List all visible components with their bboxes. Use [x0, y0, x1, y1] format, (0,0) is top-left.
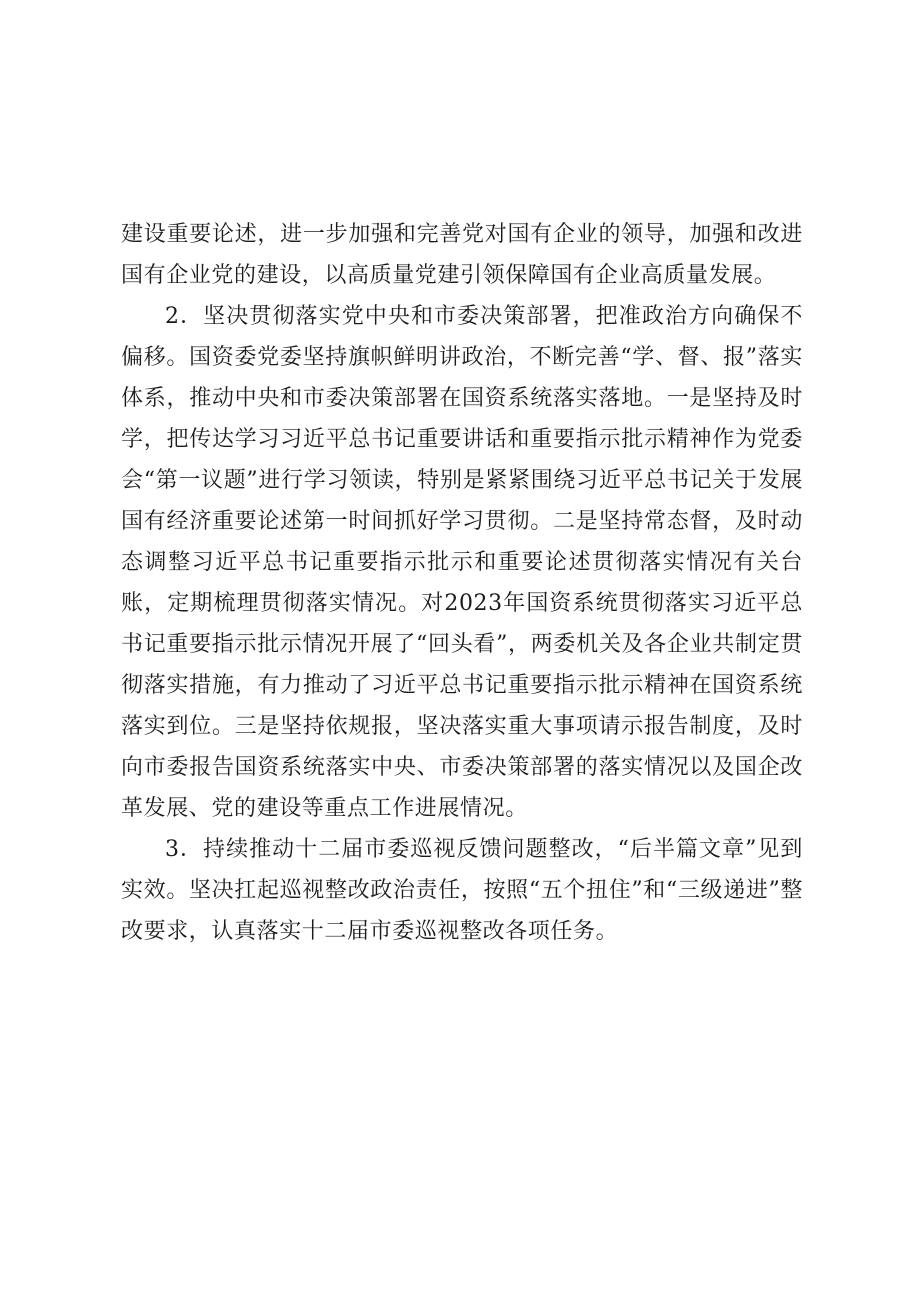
paragraph-section-3: 3．持续推动十二届市委巡视反馈问题整改，“后半篇文章”见到实效。坚决扛起巡视整改政治责任，按照“五个扭住”和“三级递进”整改要求，认真落实十二届市委巡视整改各项任务。 [121, 837, 803, 944]
paragraph-continuation: 建设重要论述，进一步加强和完善党对国有企业的领导，加强和改进国有企业党的建设，以高质量党建引领保障国有企业高质量发展。 [121, 222, 803, 288]
document-body [121, 214, 803, 952]
paragraph-section-2: 2．坚决贯彻落实党中央和市委决策部署，把准政治方向确保不偏移。国资委党委坚持旗帜鲜明讲政治，不断完善“学、督、报”落实体系，推动中央和市委决策部署在国资系统落实落地。一是坚持及时学，把传达学习习近平总书记重要讲话和重要指示批示精神作为党委会“第一议题”进行学习领读，特别是紧紧围绕习近平总书记关于发展国有经济重要论述第一时间抓好学习贯彻。二是坚持常态督，及时动态调整习近平总书记重要指示批示和重要论述贯彻落实情况有关台账，定期梳理贯彻落实情况。对2023年国资系统贯彻落实习近平总书记重要指示批示情况开展了“回头看”，两委机关及各企业共制定贯彻落实措施，有力推动了习近平总书记重要指示批示精神在国资系统落实到位。三是坚持依规报，坚决落实重大事项请示报告制度，及时向市委报告国资系统落实中央、市委决策部署的落实情况以及国企改革发展、党的建设等重点工作进展情况。 [121, 304, 803, 821]
